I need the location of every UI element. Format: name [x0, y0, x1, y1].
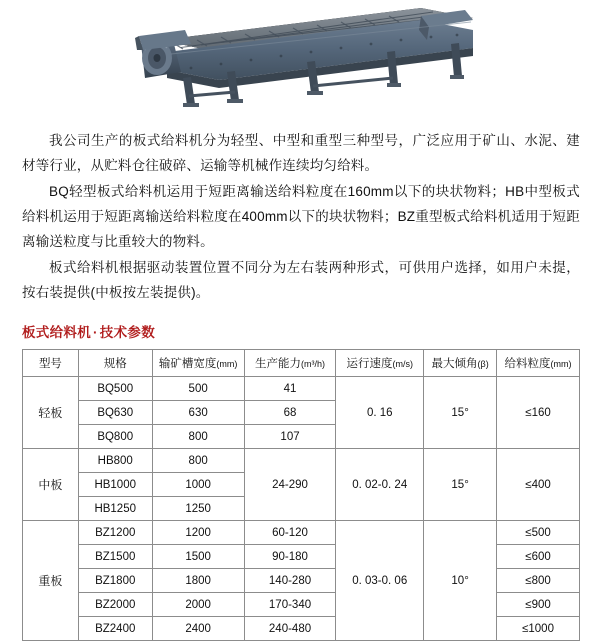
header-angle [424, 350, 497, 377]
header-trough-width-label: 输矿槽宽度 [158, 358, 217, 370]
cell-model: HB1000 [78, 473, 152, 497]
cell-width: 2000 [152, 593, 244, 617]
cell-width: 1500 [152, 545, 244, 569]
cell-width: 800 [152, 425, 244, 449]
cell-model: BZ1800 [78, 569, 152, 593]
cell-model: BZ1200 [78, 521, 152, 545]
header-feed-size [497, 350, 580, 377]
cell-speed-light: 0. 16 [336, 377, 424, 449]
header-model [78, 350, 152, 377]
cell-model: HB1250 [78, 497, 152, 521]
table-row [23, 377, 580, 401]
cell-model: BQ500 [78, 377, 152, 401]
cell-model: BZ2400 [78, 617, 152, 641]
cell-width: 2400 [152, 617, 244, 641]
paragraph-1: 我公司生产的板式给料机分为轻型、中型和重型三种型号，广泛应用于矿山、水泥、建材等行业，从贮料仓往破碎、运输等机械作连续均匀给料。 [22, 133, 580, 173]
header-speed-unit: (m/s) [392, 359, 413, 369]
cell-feed-size: ≤600 [497, 545, 580, 569]
cell-feed-size: ≤1000 [497, 617, 580, 641]
cell-width: 1000 [152, 473, 244, 497]
header-feed-size-unit: (mm) [550, 359, 572, 369]
cell-capacity: 90-180 [244, 545, 336, 569]
cell-capacity: 170-340 [244, 593, 336, 617]
cell-feed-size-light: ≤160 [497, 377, 580, 449]
group-label-heavy: 重板 [23, 521, 79, 641]
group-label-medium: 中板 [23, 449, 79, 521]
header-capacity [244, 350, 336, 377]
cell-speed-medium: 0. 02-0. 24 [336, 449, 424, 521]
cell-speed-heavy: 0. 03-0. 06 [336, 521, 424, 641]
section-heading [22, 321, 602, 341]
cell-width: 1250 [152, 497, 244, 521]
cell-capacity: 41 [244, 377, 336, 401]
cell-angle-light: 15° [424, 377, 497, 449]
cell-capacity: 107 [244, 425, 336, 449]
header-trough-width-unit: (mm) [216, 359, 238, 369]
header-type [23, 350, 79, 377]
paragraph-2: BQ轻型板式给料机运用于短距离输送给料粒度在160mm以下的块状物料；HB中型板式给料机运用于短距离输送给料粒度在400mm以下的块状物料；BZ重型板式给料机适用于短距离输送粒度与比重较大的物料。 [22, 184, 580, 249]
cell-width: 630 [152, 401, 244, 425]
cell-feed-size-medium: ≤400 [497, 449, 580, 521]
cell-width: 1800 [152, 569, 244, 593]
header-capacity-label: 生产能力 [255, 358, 302, 370]
cell-width: 1200 [152, 521, 244, 545]
group-label-light: 轻板 [23, 377, 79, 449]
description-block [0, 128, 602, 305]
table-header-row [23, 350, 580, 377]
header-model-label: 规格 [103, 358, 127, 370]
header-trough-width [152, 350, 244, 377]
header-type-label: 型号 [38, 358, 62, 370]
table-row [23, 521, 580, 545]
table-row [23, 593, 580, 617]
cell-angle-medium: 15° [424, 449, 497, 521]
cell-capacity-medium: 24-290 [244, 449, 336, 521]
header-speed-label: 运行速度 [346, 358, 393, 370]
cell-capacity: 68 [244, 401, 336, 425]
spec-table [22, 349, 580, 641]
section-heading-subtitle: 技术参数 [99, 325, 155, 340]
cell-feed-size: ≤500 [497, 521, 580, 545]
spec-table-head [23, 350, 580, 377]
header-speed [336, 350, 424, 377]
spec-table-body [23, 377, 580, 641]
section-heading-separator: · [93, 325, 98, 340]
cell-model: HB800 [78, 449, 152, 473]
cell-feed-size: ≤800 [497, 569, 580, 593]
table-row [23, 449, 580, 473]
cell-capacity: 60-120 [244, 521, 336, 545]
cell-width: 800 [152, 449, 244, 473]
cell-capacity: 140-280 [244, 569, 336, 593]
header-capacity-unit: (m³/h) [301, 359, 326, 369]
paragraph-3: 板式给料机根据驱动装置位置不同分为左右装两种形式，可供用户选择，如用户未提，按右装提供(中板按左装提供)。 [22, 260, 580, 300]
section-heading-title: 板式给料机 [22, 325, 91, 340]
cell-model: BZ2000 [78, 593, 152, 617]
cell-width: 500 [152, 377, 244, 401]
header-feed-size-label: 给料粒度 [504, 358, 551, 370]
apron-feeder-illustration [121, 0, 481, 118]
header-angle-unit: (β) [477, 359, 489, 369]
table-row [23, 569, 580, 593]
header-angle-label: 最大倾角 [431, 358, 478, 370]
spec-table-wrap [22, 349, 580, 641]
cell-angle-heavy: 10° [424, 521, 497, 641]
cell-capacity: 240-480 [244, 617, 336, 641]
product-figure [0, 0, 602, 120]
cell-model: BZ1500 [78, 545, 152, 569]
cell-feed-size: ≤900 [497, 593, 580, 617]
table-row [23, 545, 580, 569]
cell-model: BQ800 [78, 425, 152, 449]
cell-model: BQ630 [78, 401, 152, 425]
